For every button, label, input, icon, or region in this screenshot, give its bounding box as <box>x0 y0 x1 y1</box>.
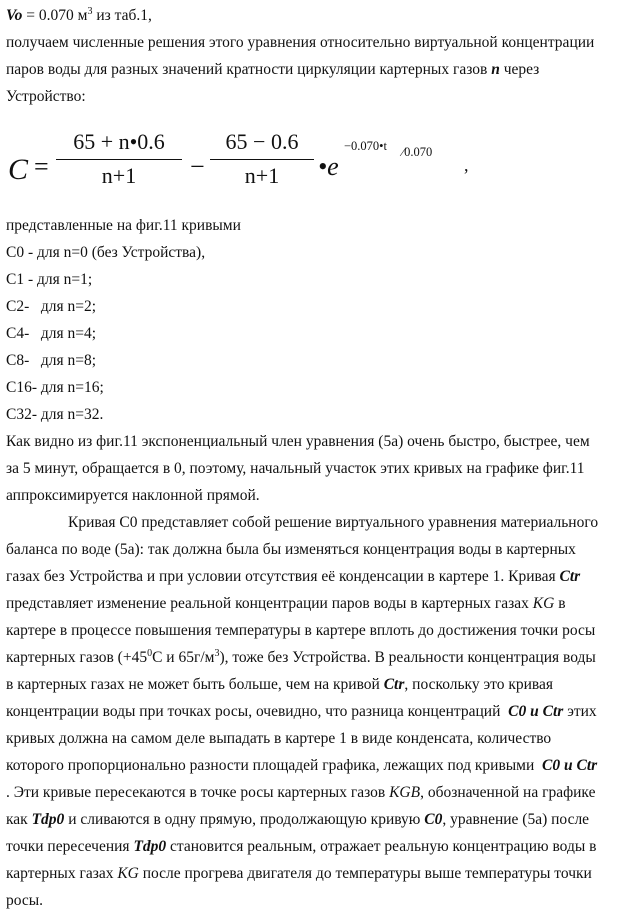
formula-comma: , <box>464 155 469 175</box>
para2-line <box>6 806 614 833</box>
intro-line-4: Устройство: <box>6 88 86 105</box>
para2-line <box>6 752 614 779</box>
c0-symbol: C0 <box>508 703 527 720</box>
para2-text: картерных газах <box>6 865 118 882</box>
para2-line: росы. <box>6 892 44 909</box>
tdp0-symbol: Tdp0 <box>31 811 65 828</box>
vo-label: Vo <box>6 7 23 24</box>
kg-symbol: KG <box>532 595 555 612</box>
intro-line-3-text: паров воды для разных значений кратности циркуляции картерных газов <box>6 61 492 78</box>
intro-line-3-tail: через <box>499 61 540 78</box>
para1-line: аппроксимируется наклонной прямой. <box>6 487 260 504</box>
ctr-symbol: Ctr <box>559 568 581 585</box>
para2-text: в картерных газах не может быть больше, чем на кривой <box>6 676 384 693</box>
exp-power: −0.070•t <box>344 139 388 153</box>
para2-text: становится реальным, отражает реальную концентрацию воды в <box>166 838 597 855</box>
fraction-1 <box>56 128 182 190</box>
exp-divisor: ⁄0.070 <box>402 145 433 159</box>
para2-line <box>6 563 614 590</box>
kg-symbol: KG <box>117 865 139 882</box>
fraction-2-bar <box>210 159 314 160</box>
curve-item: C16- для n=16; <box>6 379 104 396</box>
curve-item: C1 - для n=1; <box>6 271 93 288</box>
formula-minus: − <box>190 152 205 181</box>
para2-line <box>6 698 614 725</box>
kgb-symbol: KGB <box>389 784 421 801</box>
para2-text: этих <box>563 703 597 720</box>
para2-text: в <box>554 595 566 612</box>
vo-sup: 3 <box>87 5 93 17</box>
para2-line: картере в процессе повышения температуры в картере вплоть до достижения точки росы <box>6 622 596 639</box>
tdp0-symbol: Tdp0 <box>133 838 167 855</box>
para2-text: которого пропорционально разности площадей графика, лежащих под кривыми <box>6 757 543 774</box>
fraction-2-denominator: n+1 <box>244 162 280 188</box>
curve-item: C8- для n=8; <box>6 352 97 369</box>
curve-item: C32- для n=32. <box>6 406 104 423</box>
intro-line-2: получаем численные решения этого уравнения относительно виртуальной концентрации <box>6 34 595 51</box>
curves-heading: представленные на фиг.11 кривыми <box>6 217 241 234</box>
para2-text: как <box>6 811 32 828</box>
para2-text: концентрации воды при точках росы, очевидно, что разница концентраций <box>6 703 509 720</box>
para2-text: , уравнение (5а) после <box>442 811 590 828</box>
vo-line <box>6 2 614 29</box>
para2-text: , поскольку это кривая <box>404 676 554 693</box>
vo-source: из таб.1, <box>92 7 152 24</box>
para2-text: картерных газов (+45 <box>6 649 148 666</box>
para1-line: за 5 минут, обращается в 0, поэтому, начальный участок этих кривых на графике фиг.11 <box>6 460 585 477</box>
para2-text: точки пересечения <box>6 838 134 855</box>
para2-line: Кривая C0 представляет собой решение виртуального уравнения материального <box>68 514 599 531</box>
curve-item: C0 - для n=0 (без Устройства), <box>6 244 206 261</box>
formula-equals: = <box>34 152 49 181</box>
formula-lhs: C <box>8 153 29 186</box>
and-word: и <box>526 703 543 720</box>
fraction-1-numerator: 65 + n•0.6 <box>73 129 165 154</box>
intro-line-3 <box>6 56 614 83</box>
para2-text: C и 65г/м <box>152 649 215 666</box>
para2-line <box>6 644 614 671</box>
fraction-2-numerator: 65 − 0.6 <box>225 129 299 154</box>
fraction-1-denominator: n+1 <box>101 162 137 188</box>
para2-line: баланса по воде (5а): так должна была бы изменяться концентрация воды в картерных <box>6 541 576 558</box>
para2-text: и сливаются в одну прямую, продолжающую кривую <box>64 811 425 828</box>
para2-line <box>6 590 614 617</box>
para2-line <box>6 833 614 860</box>
para2-line <box>6 671 614 698</box>
degree-sup: 0 <box>147 647 153 659</box>
curve-item: C2- для n=2; <box>6 298 97 315</box>
vo-value: = 0.070 м <box>22 7 88 24</box>
c0-symbol: C0 <box>542 757 561 774</box>
para2-line <box>6 860 614 887</box>
fraction-1-bar <box>56 159 182 160</box>
curve-item: C4- для n=4; <box>6 325 97 342</box>
para2-text: после прогрева двигателя до температуры выше температуры точки <box>138 865 592 882</box>
fraction-2 <box>210 128 314 190</box>
ctr-symbol: Ctr <box>576 757 598 774</box>
para2-line: кривых должна на самом деле выпадать в картере 1 в виде конденсата, количество <box>6 730 552 747</box>
c0-symbol: C0 <box>424 811 443 828</box>
para2-text: газах без Устройства и при условии отсутствия её конденсации в картере 1. Кривая <box>6 568 560 585</box>
n-symbol: n <box>491 61 500 78</box>
ctr-symbol: Ctr <box>383 676 405 693</box>
and-word: и <box>560 757 577 774</box>
exp-base: •e <box>318 152 339 181</box>
para2-line <box>6 779 614 806</box>
para2-text: представляет изменение реальной концентрации паров воды в картерных газах <box>6 595 533 612</box>
ctr-symbol: Ctr <box>542 703 564 720</box>
para2-text: . Эти кривые пересекаются в точке росы картерных газов <box>6 784 390 801</box>
cubic-sup: 3 <box>214 647 220 659</box>
para2-text: , обозначенной на графике <box>420 784 596 801</box>
formula <box>6 114 614 210</box>
para1-line: Как видно из фиг.11 экспоненциальный член уравнения (5а) очень быстро, быстрее, чем <box>6 433 590 450</box>
para2-text: ), тоже без Устройства. В реальности концентрация воды <box>219 649 596 666</box>
